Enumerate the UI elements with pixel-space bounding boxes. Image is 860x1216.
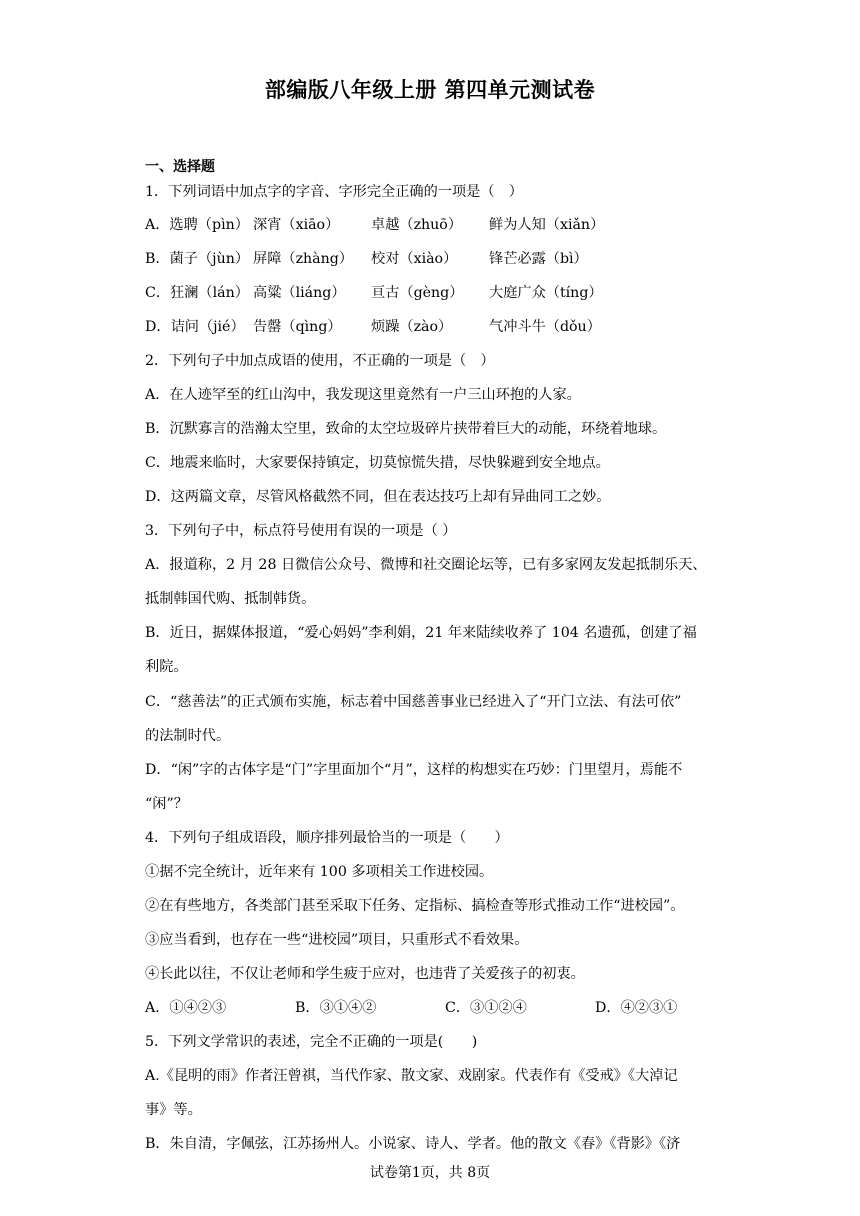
question-4-sentence: ②在有些地方，各类部门甚至采取下任务、定指标、搞检查等形式推动工作“进校园”。 — [145, 898, 685, 914]
option-term: 高粱（liáng） — [253, 285, 346, 301]
option-term: 深宵（xiāo） — [253, 217, 340, 233]
question-5-line: A.《昆明的雨》作者汪曾祺，当代作家、散文家、戏剧家。代表作有《受戒》《大淖记 — [145, 1068, 678, 1084]
option-term: 亘古（gèng） — [371, 285, 464, 301]
option-term: 校对（xiào） — [371, 251, 458, 267]
option-term: 锋芒必露（bì） — [489, 251, 588, 267]
question-2-option-a: A．在人迹罕至的红山沟中，我发现这里竟然有一户三山环抱的人家。 — [145, 387, 581, 403]
option-term: 大庭广众（tíng） — [489, 285, 603, 301]
question-3-line: 利院。 — [145, 659, 188, 675]
question-1-stem: 1．下列词语中加点字的字音、字形完全正确的一项是（ ） — [145, 184, 523, 200]
question-3-line: D．“闲”字的古体字是“门”字里面加个“月”，这样的构想实在巧妙：门里望月，焉能不 — [145, 762, 683, 778]
question-1-option-d — [145, 317, 601, 337]
question-2-option-c: C．地震来临时，大家要保持镇定，切莫惊慌失措，尽快躲避到安全地点。 — [145, 455, 610, 471]
question-3-line: 抵制韩国代购、抵制韩货。 — [145, 591, 316, 607]
question-3-line: “闲”？ — [145, 796, 188, 812]
option-term: 烦躁（zào） — [371, 319, 453, 335]
option-term: 气冲斗牛（dǒu） — [489, 319, 601, 335]
option-term: 鲜为人知（xiǎn） — [489, 217, 605, 233]
page-footer: 试卷第1页，共 8页 — [369, 1165, 491, 1181]
option-choice: A．①④②③ — [145, 1000, 227, 1016]
page-title: 部编版八年级上册 第四单元测试卷 — [264, 78, 596, 102]
section-heading: 一、选择题 — [145, 159, 215, 175]
question-3-line: 的法制时代。 — [145, 728, 231, 744]
question-3-line: A．报道称，2 月 28 日微信公众号、微博和社交圈论坛等，已有多家网友发起抵制乐天、 — [145, 557, 707, 573]
question-4-sentence: ①据不完全统计，近年来有 100 多项相关工作进校园。 — [145, 864, 494, 880]
question-1-option-b — [145, 249, 588, 269]
option-term: A．选聘（pìn） — [145, 217, 249, 233]
question-2-option-b: B．沉默寡言的浩瀚太空里，致命的太空垃圾碎片挟带着巨大的动能，环绕着地球。 — [145, 421, 667, 437]
question-3-line: C．“慈善法”的正式颁布实施，标志着中国慈善事业已经进入了“开门立法、有法可依” — [145, 694, 682, 710]
question-1-option-c — [145, 283, 603, 303]
question-2-option-d: D．这两篇文章，尽管风格截然不同，但在表达技巧上却有异曲同工之妙。 — [145, 489, 611, 505]
question-3-line: B．近日，据媒体报道，“爱心妈妈”李利娟，21 年来陆续收养了 104 名遗孤，创建了福 — [145, 625, 697, 641]
option-term: B．菌子（jùn） — [145, 251, 250, 267]
question-2-stem: 2．下列句子中加点成语的使用，不正确的一项是（ ） — [145, 353, 495, 369]
option-term: 卓越（zhuō） — [371, 217, 463, 233]
option-choice: B．③①④② — [295, 1000, 377, 1016]
question-4-sentence: ④长此以往，不仅让老师和学生疲于应对，也违背了关爱孩子的初衷。 — [145, 966, 585, 982]
option-term: D．诘问（jié） — [145, 319, 245, 335]
question-5-line: B．朱自清，字佩弦，江苏扬州人。小说家、诗人、学者。他的散文《春》《背影》《济 — [145, 1136, 681, 1152]
question-4-stem: 4．下列句子组成语段，顺序排列最恰当的一项是（ ） — [145, 830, 509, 846]
option-choice: D．④②③① — [595, 1000, 678, 1016]
option-term: 告罄（qìng） — [253, 319, 342, 335]
question-5-stem: 5．下列文学常识的表述，完全不正确的一项是( ) — [145, 1034, 478, 1050]
question-4-options — [145, 998, 677, 1018]
option-term: 屏障（zhàng） — [253, 251, 354, 267]
option-choice: C．③①②④ — [445, 1000, 527, 1016]
question-1-option-a — [145, 215, 604, 235]
question-5-line: 事》等。 — [145, 1102, 202, 1118]
option-term: C．狂澜（lán） — [145, 285, 249, 301]
question-3-stem: 3．下列句子中，标点符号使用有误的一项是（ ） — [145, 523, 457, 539]
question-4-sentence: ③应当看到，也存在一些“进校园”项目，只重形式不看效果。 — [145, 932, 529, 948]
